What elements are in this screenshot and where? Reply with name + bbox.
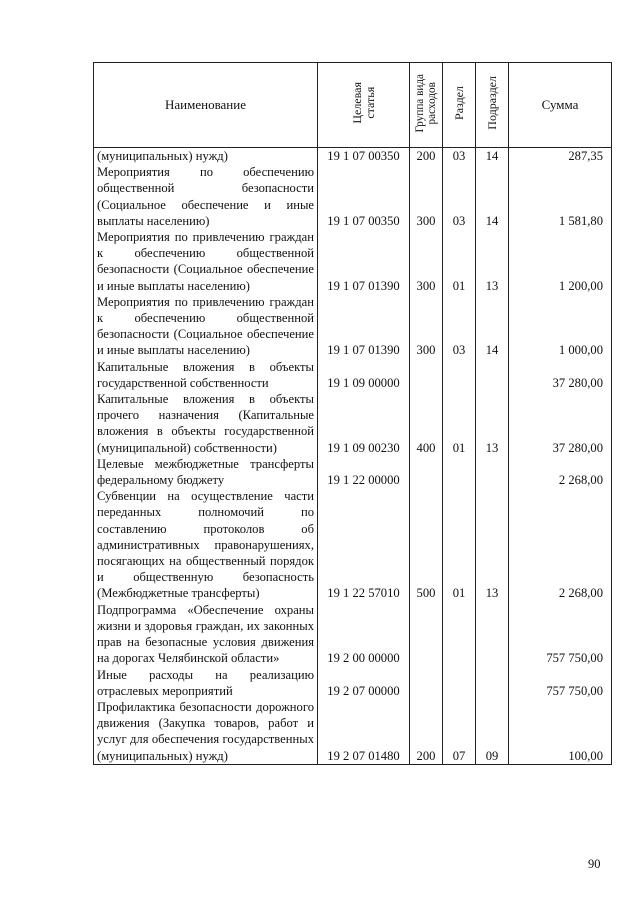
row-subsection: 09 <box>476 699 509 764</box>
row-code: 19 1 07 00350 <box>318 164 410 229</box>
header-section: Раздел <box>443 63 476 148</box>
row-sum: 1 000,00 <box>509 294 612 359</box>
row-group <box>410 456 443 488</box>
row-subsection: 13 <box>476 391 509 456</box>
row-group: 200 <box>410 699 443 764</box>
table-body <box>94 148 612 765</box>
page-number: 90 <box>588 857 601 871</box>
row-name: Мероприятия по привлечению граждан к обеспечению общественной безопасности (Социальное обеспечение и иные выплаты населению) <box>94 229 318 294</box>
row-code: 19 1 09 00230 <box>318 391 410 456</box>
row-name: Целевые межбюджетные трансферты федеральному бюджету <box>94 456 318 488</box>
budget-table <box>93 62 612 765</box>
row-name: Капитальные вложения в объекты государственной собственности <box>94 359 318 391</box>
row-name: Профилактика безопасности дорожного движения (Закупка товаров, работ и услуг для обеспечения государственных (муниципальных) нужд) <box>94 699 318 764</box>
row-code: 19 1 07 01390 <box>318 294 410 359</box>
row-section <box>443 667 476 699</box>
table-header <box>94 63 612 148</box>
header-subsection: Подраздел <box>476 63 509 148</box>
header-group: Группа вида расходов <box>410 63 443 148</box>
row-name: Иные расходы на реализацию отраслевых мероприятий <box>94 667 318 699</box>
row-sum: 37 280,00 <box>509 359 612 391</box>
row-section: 07 <box>443 699 476 764</box>
row-name: Субвенции на осуществление части переданных полномочий по составлению протоколов об административных правонарушениях, посягающих на общественный порядок и общественную безопасность (Межбюджетные трансферты) <box>94 488 318 601</box>
row-subsection <box>476 456 509 488</box>
row-sum: 287,35 <box>509 148 612 165</box>
row-code: 19 1 07 00350 <box>318 148 410 165</box>
row-name: Мероприятия по обеспечению общественной безопасности (Социальное обеспечение и иные выплаты населению) <box>94 164 318 229</box>
row-code: 19 2 07 00000 <box>318 667 410 699</box>
row-section: 03 <box>443 294 476 359</box>
table-row <box>94 456 612 488</box>
row-code: 19 1 22 00000 <box>318 456 410 488</box>
row-group <box>410 667 443 699</box>
row-subsection: 14 <box>476 148 509 165</box>
table-row <box>94 488 612 601</box>
row-sum: 757 750,00 <box>509 667 612 699</box>
header-name: Наименование <box>94 63 318 148</box>
table-row <box>94 667 612 699</box>
table-row <box>94 164 612 229</box>
row-sum: 100,00 <box>509 699 612 764</box>
table-row <box>94 148 612 165</box>
row-group <box>410 359 443 391</box>
row-name: (муниципальных) нужд) <box>94 148 318 165</box>
row-sum: 2 268,00 <box>509 488 612 601</box>
row-section: 01 <box>443 488 476 601</box>
row-section <box>443 359 476 391</box>
row-section: 01 <box>443 391 476 456</box>
row-name: Капитальные вложения в объекты прочего назначения (Капитальные вложения в объекты государственной (муниципальной) собственности) <box>94 391 318 456</box>
row-name: Подпрограмма «Обеспечение охраны жизни и здоровья граждан, их законных прав на безопасные условия движения на дорогах Челябинской области» <box>94 602 318 667</box>
row-sum: 1 200,00 <box>509 229 612 294</box>
row-subsection: 14 <box>476 294 509 359</box>
row-subsection: 14 <box>476 164 509 229</box>
table-row <box>94 602 612 667</box>
row-section: 03 <box>443 148 476 165</box>
row-code: 19 1 07 01390 <box>318 229 410 294</box>
table-row <box>94 359 612 391</box>
table-row <box>94 391 612 456</box>
row-name: Мероприятия по привлечению граждан к обеспечению общественной безопасности (Социальное обеспечение и иные выплаты населению) <box>94 294 318 359</box>
row-code: 19 1 09 00000 <box>318 359 410 391</box>
row-group: 400 <box>410 391 443 456</box>
row-subsection <box>476 602 509 667</box>
table-row <box>94 294 612 359</box>
row-section: 03 <box>443 164 476 229</box>
row-group: 300 <box>410 294 443 359</box>
table-row <box>94 229 612 294</box>
row-sum: 757 750,00 <box>509 602 612 667</box>
row-code: 19 1 22 57010 <box>318 488 410 601</box>
row-subsection <box>476 359 509 391</box>
row-group: 200 <box>410 148 443 165</box>
row-subsection: 13 <box>476 229 509 294</box>
row-section <box>443 456 476 488</box>
table-row <box>94 699 612 764</box>
header-sum: Сумма <box>509 63 612 148</box>
header-code: Целевая статья <box>318 63 410 148</box>
row-code: 19 2 00 00000 <box>318 602 410 667</box>
row-sum: 37 280,00 <box>509 391 612 456</box>
row-section <box>443 602 476 667</box>
row-group <box>410 602 443 667</box>
row-section: 01 <box>443 229 476 294</box>
row-group: 300 <box>410 229 443 294</box>
row-subsection: 13 <box>476 488 509 601</box>
row-sum: 1 581,80 <box>509 164 612 229</box>
row-sum: 2 268,00 <box>509 456 612 488</box>
row-group: 300 <box>410 164 443 229</box>
row-code: 19 2 07 01480 <box>318 699 410 764</box>
row-subsection <box>476 667 509 699</box>
row-group: 500 <box>410 488 443 601</box>
